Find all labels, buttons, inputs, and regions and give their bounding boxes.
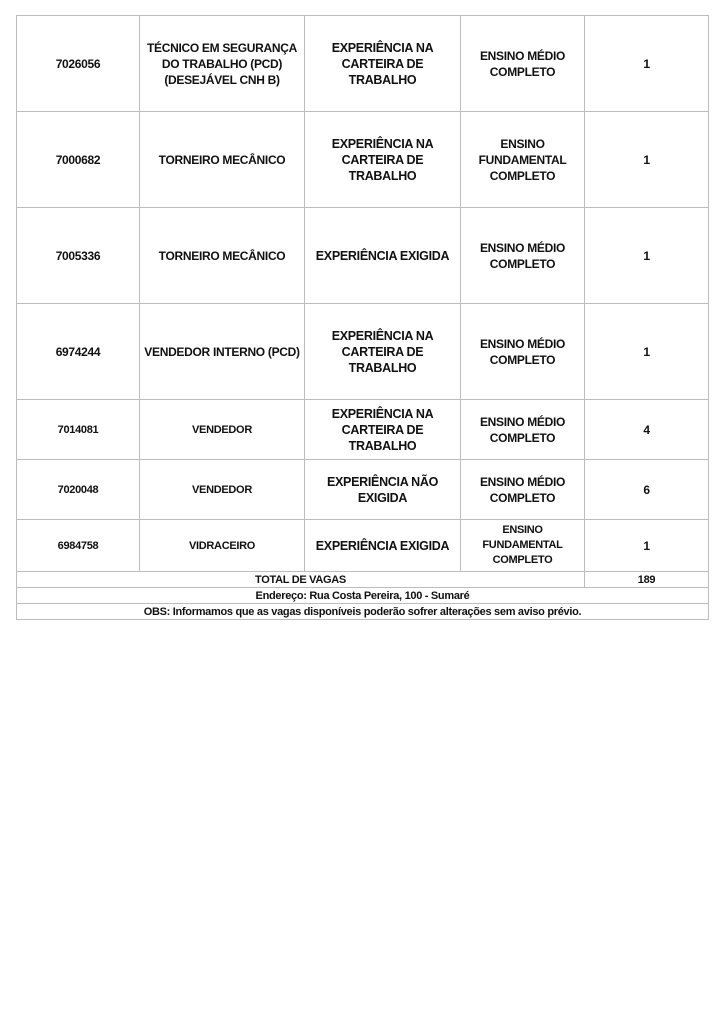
- experience-requirement: EXPERIÊNCIA NA CARTEIRA DE TRABALHO: [305, 304, 461, 400]
- note-row: [17, 604, 709, 620]
- job-title: TÉCNICO EM SEGURANÇA DO TRABALHO (PCD) (DESEJÁVEL CNH B): [140, 16, 305, 112]
- table-row: [17, 208, 709, 304]
- job-code: 7014081: [17, 400, 140, 460]
- job-title: TORNEIRO MECÂNICO: [140, 112, 305, 208]
- education-requirement: ENSINO MÉDIO COMPLETO: [461, 460, 585, 520]
- education-requirement: ENSINO MÉDIO COMPLETO: [461, 400, 585, 460]
- table-row: [17, 112, 709, 208]
- job-title: VENDEDOR INTERNO (PCD): [140, 304, 305, 400]
- experience-requirement: EXPERIÊNCIA EXIGIDA: [305, 520, 461, 572]
- address-text: Endereço: Rua Costa Pereira, 100 - Sumaré: [17, 588, 709, 604]
- education-requirement: ENSINO MÉDIO COMPLETO: [461, 208, 585, 304]
- job-title: VENDEDOR: [140, 400, 305, 460]
- vacancy-count: 1: [585, 16, 709, 112]
- total-label: TOTAL DE VAGAS: [17, 572, 585, 588]
- job-code: 6984758: [17, 520, 140, 572]
- experience-requirement: EXPERIÊNCIA NÃO EXIGIDA: [305, 460, 461, 520]
- total-row: [17, 572, 709, 588]
- job-vacancies-table: [16, 15, 709, 620]
- job-code: 6974244: [17, 304, 140, 400]
- job-code: 7000682: [17, 112, 140, 208]
- education-requirement: ENSINO MÉDIO COMPLETO: [461, 304, 585, 400]
- experience-requirement: EXPERIÊNCIA NA CARTEIRA DE TRABALHO: [305, 16, 461, 112]
- job-title: VIDRACEIRO: [140, 520, 305, 572]
- table-row: [17, 304, 709, 400]
- vacancy-count: 6: [585, 460, 709, 520]
- vacancy-count: 1: [585, 520, 709, 572]
- experience-requirement: EXPERIÊNCIA EXIGIDA: [305, 208, 461, 304]
- education-requirement: ENSINO MÉDIO COMPLETO: [461, 16, 585, 112]
- vacancy-count: 1: [585, 304, 709, 400]
- education-requirement: ENSINO FUNDAMENTAL COMPLETO: [461, 520, 585, 572]
- job-title: TORNEIRO MECÂNICO: [140, 208, 305, 304]
- address-row: [17, 588, 709, 604]
- job-code: 7026056: [17, 16, 140, 112]
- vacancy-count: 1: [585, 112, 709, 208]
- table-row: [17, 16, 709, 112]
- education-requirement: ENSINO FUNDAMENTAL COMPLETO: [461, 112, 585, 208]
- job-title: VENDEDOR: [140, 460, 305, 520]
- note-text: OBS: Informamos que as vagas disponíveis poderão sofrer alterações sem aviso prévio.: [17, 604, 709, 620]
- job-code: 7005336: [17, 208, 140, 304]
- vacancy-count: 1: [585, 208, 709, 304]
- experience-requirement: EXPERIÊNCIA NA CARTEIRA DE TRABALHO: [305, 400, 461, 460]
- vacancy-count: 4: [585, 400, 709, 460]
- table-row: [17, 400, 709, 460]
- table-row: [17, 520, 709, 572]
- experience-requirement: EXPERIÊNCIA NA CARTEIRA DE TRABALHO: [305, 112, 461, 208]
- total-value: 189: [585, 572, 709, 588]
- job-code: 7020048: [17, 460, 140, 520]
- table-body: [17, 16, 709, 572]
- table-row: [17, 460, 709, 520]
